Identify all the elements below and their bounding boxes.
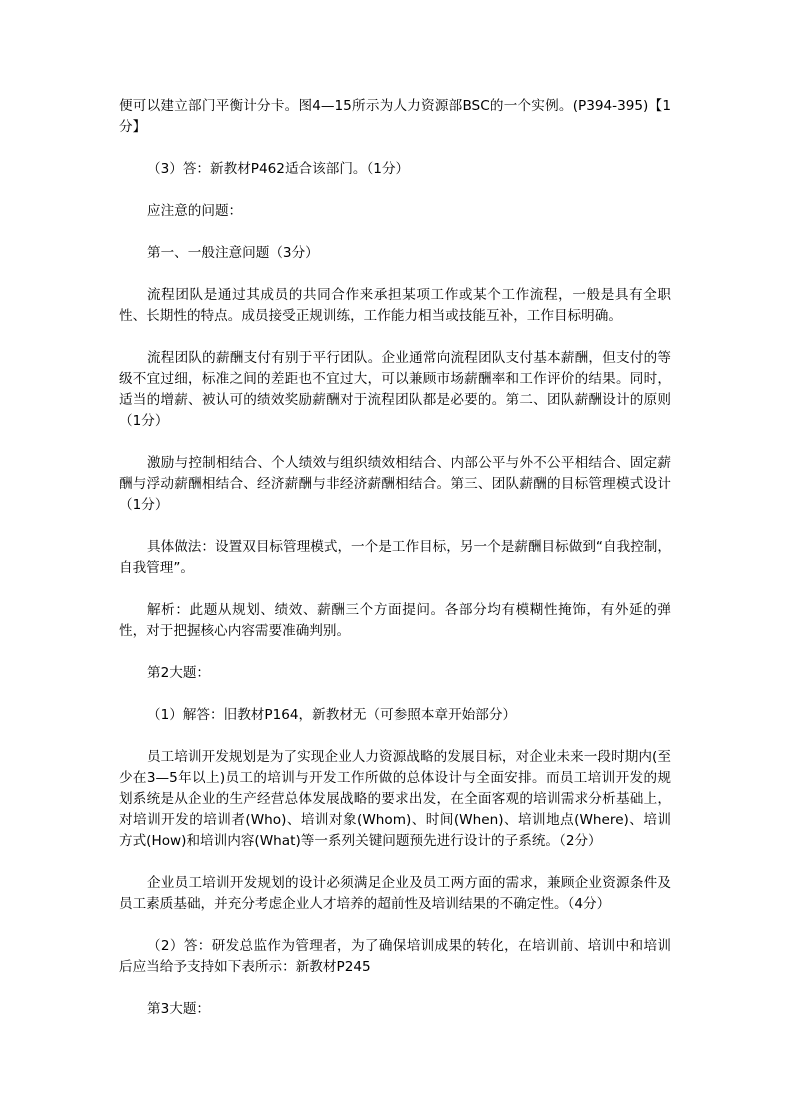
- heading-question-2: 第2大题：: [147, 665, 211, 681]
- paragraph-answer-2-2: （2）答：研发总监作为管理者，为了确保培训成果的转化，在培训前、培训中和培训后应当给予支持如下表所示：新教材P245: [119, 938, 671, 975]
- paragraph-pay-principles: 激励与控制相结合、个人绩效与组织绩效相结合、内部公平与外不公平相结合、固定薪酬与浮动薪酬相结合、经济薪酬与非经济薪酬相结合。第三、团队薪酬的目标管理模式设计（1分）: [119, 455, 671, 513]
- paragraph-answer-2-1: （1）解答：旧教材P164，新教材无（可参照本章开始部分）: [147, 707, 517, 723]
- paragraph-specific-method: 具体做法：设置双目标管理模式，一个是工作目标，另一个是薪酬目标做到“自我控制，自我管理”。: [119, 539, 671, 576]
- paragraph-training-plan-definition: 员工培训开发规划是为了实现企业人力资源战略的发展目标，对企业未来一段时期内(至少在3—5年以上)员工的培训与开发工作所做的总体设计与全面安排。而员工培训开发的规划系统是从企业的生产经营总体发展战略的要求出发，在全面客观的培训需求分析基础上，对培训开发的培训者(Who)、培训对象(Whom)、时间(When)、培训地点(Where)、培训方式(How)和培训内容(What)等一系列关键问题预先进行设计的子系统。（2分）: [119, 749, 671, 849]
- paragraph-general-issues-heading: 第一、一般注意问题（3分）: [147, 245, 319, 261]
- paragraph-bsc-example: 便可以建立部门平衡计分卡。图4—15所示为人力资源部BSC的一个实例。(P394-395)【1分】: [119, 98, 671, 135]
- paragraph-notes-heading: 应注意的问题：: [147, 203, 243, 219]
- document-page: [119, 96, 671, 1041]
- heading-question-3: 第3大题：: [147, 1001, 211, 1017]
- paragraph-analysis: 解析：此题从规划、绩效、薪酬三个方面提问。各部分均有模糊性掩饰，有外延的弹性，对于把握核心内容需要准确判别。: [119, 602, 671, 639]
- paragraph-training-plan-requirements: 企业员工培训开发规划的设计必须满足企业及员工两方面的需求，兼顾企业资源条件及员工素质基础，并充分考虑企业人才培养的超前性及培训结果的不确定性。（4分）: [119, 875, 671, 912]
- paragraph-process-team-pay: 流程团队的薪酬支付有别于平行团队。企业通常向流程团队支付基本薪酬，但支付的等级不宜过细，标准之间的差距也不宜过大，可以兼顾市场薪酬率和工作评价的结果。同时，适当的增薪、被认可的绩效奖励薪酬对于流程团队都是必要的。第二、团队薪酬设计的原则（1分）: [119, 350, 671, 429]
- paragraph-answer-3: （3）答：新教材P462适合该部门。（1分）: [147, 161, 410, 177]
- paragraph-process-team-definition: 流程团队是通过其成员的共同合作来承担某项工作或某个工作流程，一般是具有全职性、长期性的特点。成员接受正规训练，工作能力相当或技能互补，工作目标明确。: [119, 287, 671, 324]
